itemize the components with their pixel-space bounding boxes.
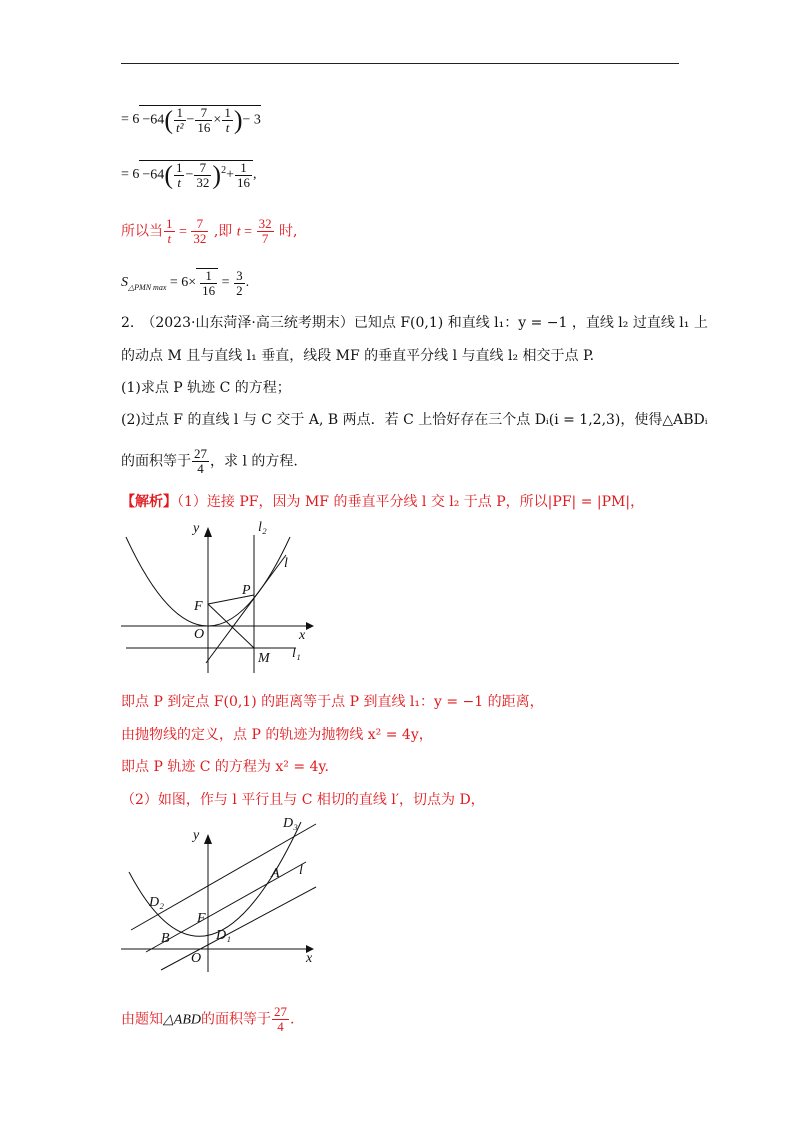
question-2-line-5: 的面积等于 $\frac{27}{4}$ ，求 l 的方程. <box>121 446 298 476</box>
figure-2-tangent <box>121 812 321 972</box>
label-l2: l₂ <box>258 520 267 535</box>
solution-line-1: 【解析】（1）连接 PF，因为 MF 的垂直平分线 l 交 l₂ 于点 P，所以|PF| = |PM|， <box>121 494 645 510</box>
label-B: B <box>161 931 170 946</box>
question-2-line-2: 的动点 M 且与直线 l₁ 垂直，线段 MF 的垂直平分线 l 与直线 l₂ 相交于点 P. <box>121 348 595 364</box>
label-O: O <box>191 951 202 966</box>
label-l: l <box>284 556 288 571</box>
question-2-part-2: (2)过点 F 的直线 l 与 C 交于 A, B 两点．若 C 上恰好存在三个点 Dᵢ(i = 1,2,3)，使得△ABDᵢ <box>121 412 708 428</box>
label-y: y <box>193 828 200 843</box>
label-D1: D₁ <box>216 928 231 943</box>
equation-line-2: = 6 −64( $\frac{1}{t}$ − $\frac{7}{32}$ )$^2$+ $\frac{1}{16}$ , <box>121 160 257 190</box>
y-axis-arrow <box>204 834 212 844</box>
conclusion-line: 所以当 $\frac{1}{t}$ = $\frac{7}{32}$ ,即 t = $\frac{32}{7}$ 时, <box>121 216 298 246</box>
label-D2: D₂ <box>149 895 164 910</box>
solution-line-5: （2）如图，作与 l 平行且与 C 相切的直线 l′，切点为 D， <box>121 792 485 808</box>
label-D3: D₃ <box>283 816 298 831</box>
label-O: O <box>194 627 205 642</box>
solution-line-4: 即点 P 轨迹 C 的方程为 x² = 4y. <box>121 759 329 775</box>
question-2-line-1: 2. （2023·山东菏泽·高三统考期末）已知点 F(0,1) 和直线 l₁：y = −1 ，直线 l₂ 过直线 l₁ 上 <box>121 315 708 331</box>
question-2-part-1: (1)求点 P 轨迹 C 的方程； <box>121 380 291 396</box>
equation-line-1: = 6 −64( $\frac{1}{\text{t²}}$ − $\frac{7}{16}$ × $\frac{1}{t}$ )− 3 <box>121 105 261 135</box>
header-rule <box>121 63 679 64</box>
solution-line-2: 即点 P 到定点 F(0,1) 的距离等于点 P 到直线 l₁：y = −1 的距离， <box>121 694 544 710</box>
x-axis-arrow <box>306 622 314 630</box>
label-x: x <box>306 951 313 966</box>
solution-line-3: 由抛物线的定义，点 P 的轨迹为抛物线 x² = 4y， <box>121 727 433 743</box>
label-P: P <box>242 583 251 598</box>
tangent-line-upper <box>131 824 316 930</box>
label-l1: l₁ <box>292 646 301 661</box>
label-x: x <box>299 628 306 643</box>
y-axis-arrow <box>204 527 212 537</box>
label-F: F <box>197 911 206 926</box>
label-M: M <box>258 651 270 666</box>
figure-1-parabola <box>121 515 321 675</box>
solution-tag: 【解析】 <box>121 494 177 510</box>
label-A: A <box>271 866 280 881</box>
label-l: l <box>299 863 303 878</box>
solution-line-6: 由题知△ABD的面积等于 $\frac{27}{4}$ . <box>121 1004 295 1034</box>
label-y: y <box>193 521 200 536</box>
area-max-line: $S_{\triangle PMN max} = 6\times$ $\frac{1}{16}$ = $\frac{3}{2}$ . <box>121 267 250 298</box>
label-F: F <box>194 599 203 614</box>
line-l <box>206 555 286 663</box>
